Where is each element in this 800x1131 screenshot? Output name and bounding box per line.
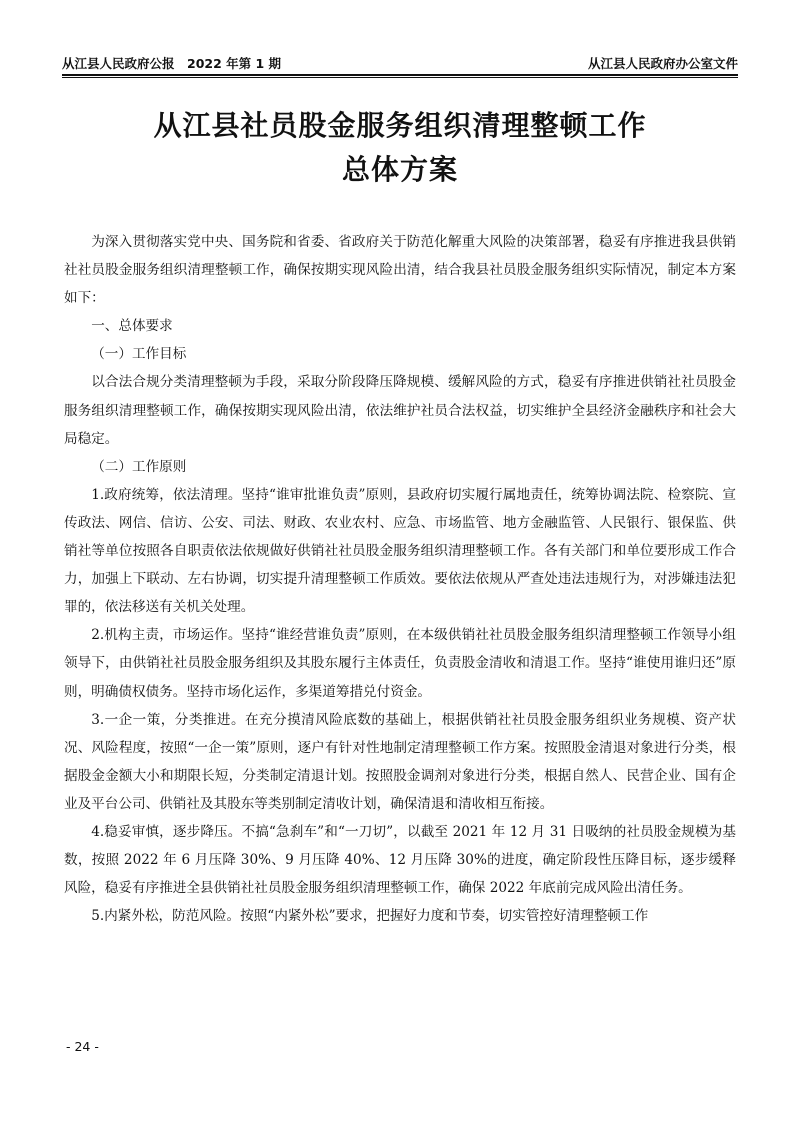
issuing-office: 从江县人民政府办公室文件 (587, 56, 738, 71)
paragraph-principle-1: 1.政府统筹，依法清理。坚持“谁审批谁负责”原则，县政府切实履行属地责任，统筹协调法院、检察院、宣传政法、网信、信访、公安、司法、财政、农业农村、应急、市场监管、地方金融监管、人民银行、银保监、供销社等单位按照各自职责依法依规做好供销社社员股金服务组织清理整顿工作。各有关部门和单位要形成工作合力，加强上下联动、左右协调，切实提升清理整顿工作质效。要依法依规从严查处违法违规行为，对涉嫌违法犯罪的，依法移送有关机关处理。 (64, 486, 736, 616)
title-line-2: 总体方案 (341, 153, 458, 186)
paragraph-principle-4: 4.稳妥审慎，逐步降压。不搞“急刹车”和“一刀切”，以截至 2021 年 12 月 31 日吸纳的社员股金规模为基数，按照 2022 年 6 月压降 30%、9 月压降 40%、12 月压降 30%的进度，确定阶段性压降目标，逐步缓释风险，稳妥有序推进全县供销社社员股金服务组织清理整顿工作，确保 2022 年底前完成风险出清任务。 (64, 823, 736, 897)
paragraph-intro: 为深入贯彻落实党中央、国务院和省委、省政府关于防范化解重大风险的决策部署，稳妥有序推进我县供销社社员股金服务组织清理整顿工作，确保按期实现风险出清，结合我县社员股金服务组织实际情况，制定本方案如下： (64, 234, 736, 307)
paragraph-principle-3: 3.一企一策，分类推进。在充分摸清风险底数的基础上，根据供销社社员股金服务组织业务规模、资产状况、风险程度，按照“一企一策”原则，逐户有针对性地制定清理整顿工作方案。按照股金清退对象进行分类，根据股金金额大小和期限长短，分类制定清退计划。按照股金调剂对象进行分类，根据自然人、民营企业、国有企业及平台公司、供销社及其股东等类别制定清收计划，确保清退和清收相互衔接。 (64, 711, 736, 812)
header-rule-thin (62, 77, 738, 78)
paragraph-principle-5: 5.内紧外松，防范风险。按照“内紧外松”要求，把握好力度和节奏，切实管控好清理整顿工作 (91, 908, 649, 925)
header-rule-thick (62, 74, 738, 76)
subheading-work-principles: （二）工作原则 (91, 458, 187, 475)
paragraph-principle-2: 2.机构主责，市场运作。坚持“谁经营谁负责”原则，在本级供销社社员股金服务组织清理整顿工作领导小组领导下，由供销社社员股金服务组织及其股东履行主体责任，负责股金清收和清退工作。坚持“谁使用谁归还”原则，明确债权债务。坚持市场化运作，多渠道筹措兑付资金。 (64, 627, 736, 700)
page-number: - 24 - (66, 1039, 99, 1054)
subheading-work-goal: （一）工作目标 (91, 346, 187, 363)
gazette-issue: 从江县人民政府公报 2022 年第 1 期 (62, 56, 282, 71)
paragraph-work-goal: 以合法合规分类清理整顿为手段，采取分阶段降压降规模、缓解风险的方式，稳妥有序推进供销社社员股金服务组织清理整顿工作，确保按期实现风险出清，依法维护社员合法权益，切实维护全县经济金融秩序和社会大局稳定。 (64, 374, 736, 447)
document-title (62, 104, 738, 192)
document-body (64, 228, 736, 930)
page-header (62, 50, 738, 74)
title-line-1: 从江县社员股金服务组织清理整顿工作 (153, 109, 647, 142)
heading-general-requirements: 一、总体要求 (91, 318, 173, 335)
